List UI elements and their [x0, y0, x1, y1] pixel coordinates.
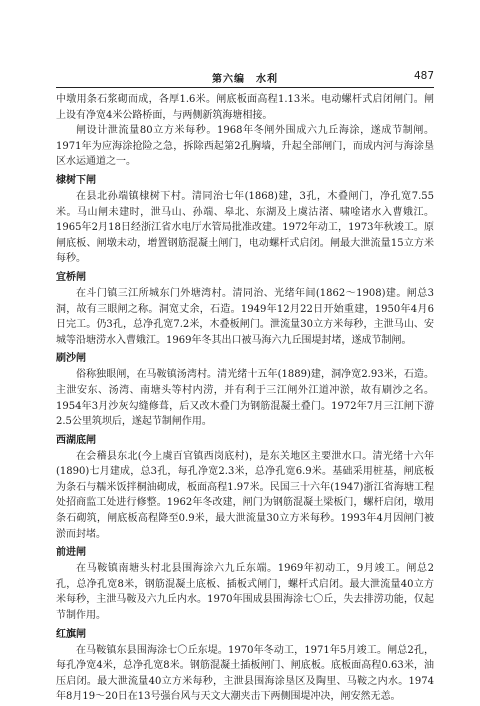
entry-heading: 宜桥闸: [56, 271, 86, 283]
entry-paragraph: 在县北孙端镇棣树下村。清同治七年(1868)建，3孔，木叠闸门，净孔宽7.55米。马山闸未建时，泄马山、孙端、皋北、东湖及上虞沽渚、啸唫诸水入曹娥江。1965年2月18日经浙江省水电厅水管局批准改建。1972年动工，1973年秋竣工。原闸底板、闸墩未动，增置钢筋混凝土闸门，电动螺杆式启闭。闸最大泄流量15立方米每秒。: [56, 190, 434, 265]
entry-paragraph: 在马鞍镇南塘头村北县围海涂六九丘东端。1969年初动工，9月竣工。闸总2孔，总净孔宽8米，钢筋混凝土底板、插板式闸门，螺杆式启闭。最大泄流量40立方米每秒，主泄马鞍及六九丘内水。1970年围成县围海涂七〇丘，失去排涝功能，仅起节制作用。: [56, 563, 434, 622]
page-header: [56, 70, 434, 86]
intro-paragraph: 闸设计泄流量80立方米每秒。1968年冬闸外围成六九丘海涂，遂成节制闸。1971年为应海涂抢险之急，拆除西起第2孔胸墙，升起全部闸门，而成内河与海涂垦区水运通道之一。: [56, 125, 434, 168]
page-body: [56, 92, 434, 705]
entry-paragraph: 在会稽县东北(今上虞百官镇西岗底村)，是东关地区主要泄水口。清光绪十六年(1890)七月建成，总3孔，每孔净宽2.3米，总净孔宽6.9米。基础采用桩基，闸底板为条石与糯米饭拌桐油砌成，板面高程1.97米。民国三十六年(1947)浙江省海塘工程处招商监工处进行修整。1962年冬改建，闸门为钢筋混凝土梁板门，螺杆启闭，墩用条石砌筑，闸底板高程降至0.9米，最大泄流量30立方米每秒。1993年4月因闸门被淤而封堵。: [56, 450, 434, 540]
entry-heading: 西湖底闸: [56, 434, 96, 446]
entry-paragraph: 在马鞍镇东县围海涂七〇丘东堤。1970年冬动工，1971年5月竣工。闸总2孔，每孔净宽4米，总净孔宽8米。钢筋混凝土插板闸门、闸底板。底板面高程0.63米，油压启闭。最大泄流量40立方米每秒，主泄县围海涂垦区及陶里、马鞍之内水。1974年8月19～20日在13号强台风与天文大潮夹击下两侧围堤冲决，闸安然无恙。: [56, 644, 434, 703]
entry-paragraph: 在斗门镇三江所城东门外塘湾村。清同治、光绪年间(1862～1908)建。闸总3洞，故有三眼闸之称。洞宽丈余，石造。1949年12月22日开始重建，1950年4月6日完工。仍3孔，总净孔宽7.2米，木叠板闸门。泄流量30立方米每秒，主泄马山、安城等沿塘涝水入曹娥江。1969年冬其出口被马海六九丘围堤封堵，遂成节制闸。: [56, 287, 434, 346]
entry-heading: 棣树下闸: [56, 174, 96, 186]
entry-heading: 刷沙闸: [56, 353, 86, 365]
header-rule: [56, 87, 434, 88]
intro-paragraph: 中墩用条石浆砌而成，各厚1.6米。闸底板面高程1.13米。电动螺杆式启闭闸门。闸上设有净宽4米公路桥面，与两侧新筑海塘相接。: [56, 94, 434, 121]
entry-heading: 前进闸: [56, 547, 86, 559]
section-title: 第六编 水利: [212, 74, 278, 85]
entry-heading: 红旗闸: [56, 628, 86, 640]
entry-paragraph: 俗称独眼闸，在马鞍镇汤湾村。清光绪十五年(1889)建，洞净宽2.93米，石造。主泄安东、汤湾、南塘头等村内涝，并有利于三江闸外江道冲淤，故有刷沙之名。1954年3月沙灰勾缝修葺，后又改木叠门为钢筋混凝土叠门。1972年7月三江闸下游2.5公里筑坝后，遂起节制闸作用。: [56, 369, 434, 428]
page-number: 487: [413, 70, 434, 82]
